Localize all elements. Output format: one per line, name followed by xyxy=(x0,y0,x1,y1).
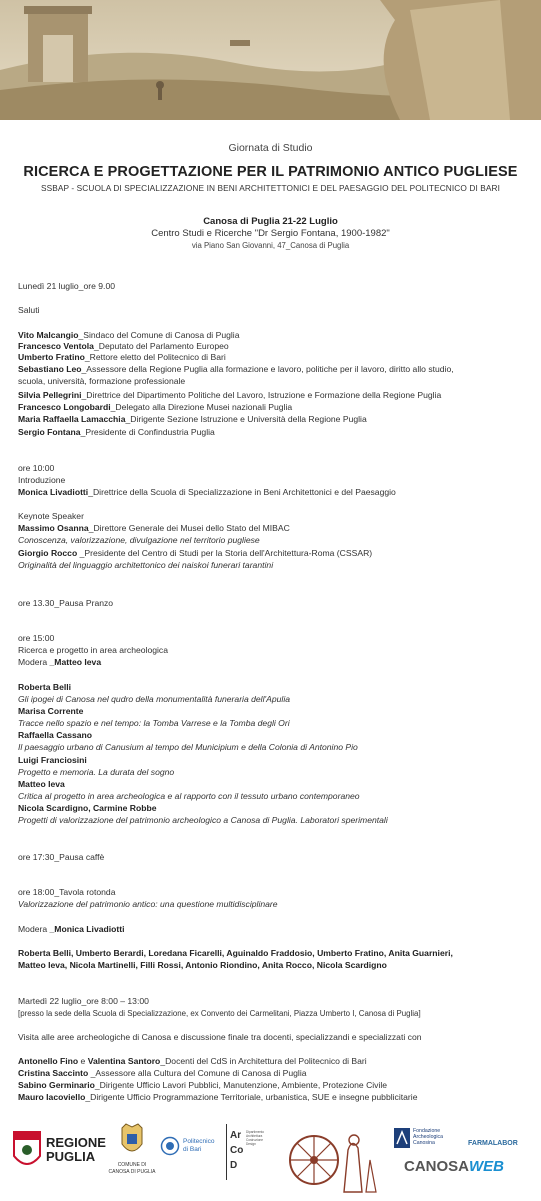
archaeological-drawing xyxy=(282,1120,382,1196)
day1-heading: Lunedì 21 luglio_ore 9.00 xyxy=(18,281,115,291)
speaker-name: Francesco Longobardi xyxy=(18,402,111,412)
moderator-label: Modera xyxy=(18,924,50,934)
talk-title: Conoscenza, valorizzazione, divulgazione nel territorio pugliese xyxy=(18,535,260,545)
talk-title: Originalità del linguaggio architettonico dei naiskoi funerari tarantini xyxy=(18,560,274,570)
roundtable-title: Valorizzazione del patrimonio antico: una questione multidisciplinare xyxy=(18,899,278,909)
speaker-name: Giorgio Rocco xyxy=(18,548,78,558)
moderator-row xyxy=(18,924,125,935)
speaker-row: Sabino Germinario_Dirigente Ufficio Lavori Pubblici, Manutenzione, Ambiente, Protezione Civile xyxy=(18,1080,388,1090)
speaker-name: Massimo Osanna xyxy=(18,523,89,533)
talk-speaker: Roberta Belli xyxy=(18,682,72,692)
lunch-break: ore 13.30_Pausa Pranzo xyxy=(18,598,114,608)
speaker-name: Sergio Fontana xyxy=(18,427,81,437)
keynote-row xyxy=(18,523,290,534)
coat-of-arms-icon xyxy=(118,1122,146,1158)
speaker-name: Monica Livadiotti xyxy=(18,487,89,497)
speaker-row xyxy=(18,341,229,352)
fondazione-logo: Fondazione Archeologica Canosina xyxy=(394,1126,466,1152)
speaker-row xyxy=(18,330,239,341)
visit-description: Visita alle aree archeologiche di Canosa e discussione finale tra docenti, specializzandi e specializzati con xyxy=(18,1032,422,1042)
header-illustration xyxy=(0,0,541,120)
speaker-row xyxy=(18,364,454,375)
talk-title: Critica al progetto in area archeologica e al rapporto con il tessuto urbano contemporaneo xyxy=(18,791,360,801)
arcod-logo: Ar Co D Dipartimento Architettura Costruzione Design xyxy=(226,1124,276,1184)
sponsor-logos xyxy=(0,1118,541,1200)
politecnico-seal-icon xyxy=(160,1136,180,1156)
speaker-row xyxy=(18,352,226,363)
page-title: RICERCA E PROGETTAZIONE PER IL PATRIMONIO ANTICO PUGLIESE xyxy=(23,164,518,180)
panel-names: Roberta Belli, Umberto Berardi, Loredana Ficarelli, Aguinaldo Fraddosio, Umberto Fratino, Anita Guarnieri, xyxy=(18,948,453,958)
talk-speaker: Marisa Corrente xyxy=(18,706,84,716)
moderator-label: Modera xyxy=(18,657,50,667)
roundtable-time: ore 18:00_Tavola rotonda xyxy=(18,887,116,897)
speaker-name: Francesco Ventola xyxy=(18,341,94,351)
event-address: via Piano San Giovanni, 47_Canosa di Puglia xyxy=(191,241,350,250)
talk-speaker: Matteo Ieva xyxy=(18,779,65,789)
speaker-row xyxy=(18,427,215,438)
talk-speaker: Raffaella Cassano xyxy=(18,730,93,740)
talk-speaker: Luigi Franciosini xyxy=(18,755,87,765)
regione-puglia-logo: REGIONE PUGLIA xyxy=(12,1128,104,1176)
keynote-label: Keynote Speaker xyxy=(18,511,84,521)
intro-row xyxy=(18,487,396,498)
coffee-break: ore 17:30_Pausa caffè xyxy=(18,852,105,862)
speaker-row: Antonello Fino e Valentina Santoro_Docenti del CdS in Architettura del Politecnico di Bari xyxy=(18,1056,367,1066)
speaker-name: Sebastiano Leo xyxy=(18,364,82,374)
speaker-row: Mauro Iacoviello_Dirigente Ufficio Programmazione Territoriale, urbanistica, SUE e insegne pubblicitarie xyxy=(18,1092,418,1102)
time-1000: ore 10:00 xyxy=(18,463,55,473)
speaker-name: Silvia Pellegrini xyxy=(18,390,82,400)
speaker-role: _Presidente di Confindustria Puglia xyxy=(80,427,215,437)
speaker-role: _Sindaco del Comune di Canosa di Puglia xyxy=(78,330,240,340)
speaker-name: Umberto Fratino xyxy=(18,352,85,362)
event-type: Giornata di Studio xyxy=(228,142,313,154)
day2-venue: [presso la sede della Scuola di Specializzazione, ex Convento dei Carmelitani, Piazza Umberto I, Canosa di Puglia] xyxy=(18,1009,421,1018)
talk-speaker: Nicola Scardigno, Carmine Robbe xyxy=(18,803,157,813)
speaker-row: Cristina Saccinto _Assessore alla Cultura del Comune di Canosa di Puglia xyxy=(18,1068,307,1078)
speaker-row xyxy=(18,414,367,425)
talk-title: Il paesaggio urbano di Canusium al tempo del Municipium e della Colonia di Antonino Pio xyxy=(18,742,358,752)
keynote-row xyxy=(18,548,372,559)
speaker-role: scuola, università, formazione professionale xyxy=(18,376,186,386)
regione-shield-icon xyxy=(12,1130,42,1172)
speaker-row xyxy=(18,390,441,401)
politecnico-logo: Politecnico di Bari xyxy=(160,1132,222,1166)
talk-title: Tracce nello spazio e nel tempo: la Tomba Varrese e la Tomba degli Ori xyxy=(18,718,290,728)
speaker-role: _Assessore della Regione Puglia alla formazione e lavoro, politiche per il lavoro, diritto allo studio, xyxy=(81,364,454,374)
wheel-sculpture-icon xyxy=(282,1120,382,1196)
speaker-role: _Direttrice del Dipartimento Politiche del Lavoro, Istruzione e Formazione della Regione Puglia xyxy=(81,390,442,400)
farmalabor-logo: FARMALABOR xyxy=(468,1140,518,1147)
talk-title: Progetto e memoria. La durata del sogno xyxy=(18,767,175,777)
moderator-name: _Monica Livadiotti xyxy=(49,924,125,934)
day2-heading: Martedì 22 luglio_ore 8:00 – 13:00 xyxy=(18,996,149,1006)
time-1500: ore 15:00 xyxy=(18,633,55,643)
saluti-label: Saluti xyxy=(18,305,40,315)
comune-canosa-logo: COMUNE DI CANOSA DI PUGLIA xyxy=(108,1122,156,1186)
talk-title: Gli ipogei di Canosa nel qudro della monumentalità funeraria dell'Apulia xyxy=(18,694,291,704)
moderator-row xyxy=(18,657,101,668)
speaker-name: Vito Malcangio xyxy=(18,330,79,340)
speaker-role: _Dirigente Sezione Istruzione e Università della Regione Puglia xyxy=(125,414,367,424)
talk-title: Progetti di valorizzazione del patrimonio archeologico a Canosa di Puglia. Laboratori sperimentali xyxy=(18,815,388,825)
canosaweb-logo: CANOSAWEB xyxy=(404,1158,505,1175)
panel-names: Matteo Ieva, Nicola Martinelli, Filli Rossi, Antonio Riondino, Anita Rocco, Nicola Scardigno xyxy=(18,960,387,970)
event-venue: Centro Studi e Ricerche "Dr Sergio Fontana, 1900-1982" xyxy=(151,228,390,239)
school-subtitle: SSBAP - SCUOLA DI SPECIALIZZAZIONE IN BENI ARCHITETTONICI E DEL PAESAGGIO DEL POLITECNICO DI BARI xyxy=(40,183,501,193)
speaker-row xyxy=(18,376,185,387)
session-title: Ricerca e progetto in area archeologica xyxy=(18,645,169,655)
speaker-role: _Deputato del Parlamento Europeo xyxy=(93,341,229,351)
intro-label: Introduzione xyxy=(18,475,66,485)
speaker-row xyxy=(18,402,292,413)
event-dates: Canosa di Puglia 21-22 Luglio xyxy=(203,216,338,227)
speaker-name: Maria Raffaella Lamacchia xyxy=(18,414,126,424)
speaker-role: _Rettore eletto del Politecnico di Bari xyxy=(84,352,226,362)
speaker-role: _Direttore Generale dei Musei dello Stato del MIBAC xyxy=(88,523,290,533)
moderator-name: _Matteo Ieva xyxy=(49,657,102,667)
speaker-role: _Delegato alla Direzione Musei nazionali Puglia xyxy=(110,402,293,412)
fondazione-mark-icon xyxy=(394,1128,410,1148)
speaker-role: _Presidente del Centro di Studi per la Storia dell'Architettura-Roma (CSSAR) xyxy=(77,548,373,558)
speaker-role: _Direttrice della Scuola di Specializzazione in Beni Architettonici e del Paesaggio xyxy=(88,487,396,497)
